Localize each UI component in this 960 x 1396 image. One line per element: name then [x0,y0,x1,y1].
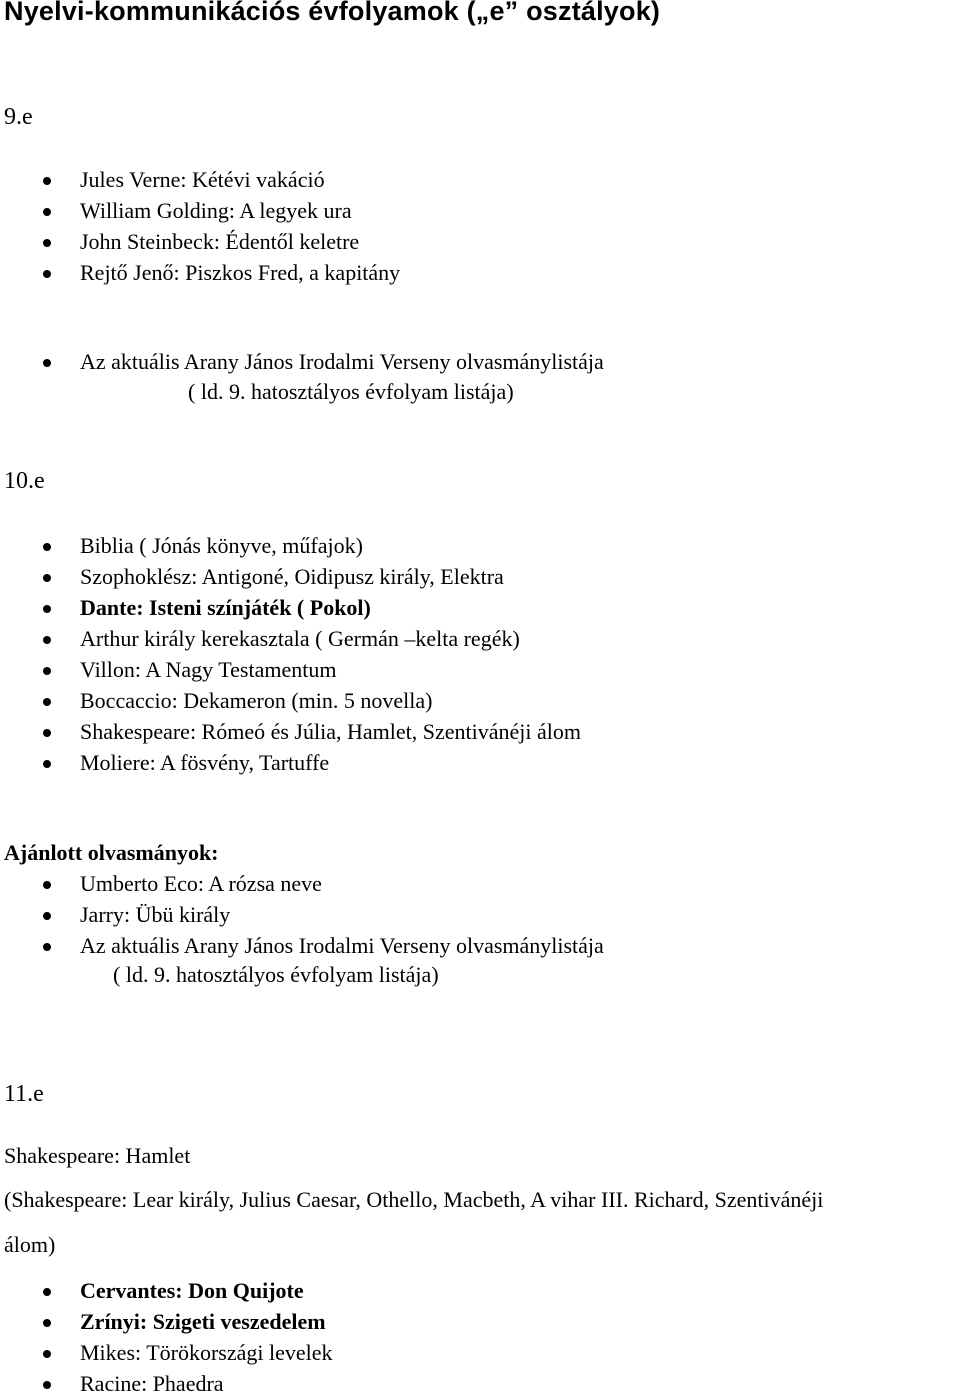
grade-10-heading: 10.e [4,468,45,494]
bullet-icon [43,177,51,185]
page-title: Nyelvi-kommunikációs évfolyamok („e” osztályok) [4,0,661,26]
bullet-icon [43,574,51,582]
bullet-icon [43,1381,51,1389]
recommended-item: Az aktuális Arany János Irodalmi Verseny olvasmánylistája [80,933,604,958]
bullet-icon [43,270,51,278]
recommended-item: Jarry: Übü király [80,902,231,927]
reading-item: Jules Verne: Kétévi vakáció [80,167,325,192]
bullet-icon [43,636,51,644]
recommended-heading: Ajánlott olvasmányok: [4,840,219,865]
grade-9-heading: 9.e [4,104,33,130]
reading-item: John Steinbeck: Édentől keletre [80,229,360,254]
reading-item: Racine: Phaedra [80,1371,224,1396]
bullet-icon [43,605,51,613]
bullet-icon [43,698,51,706]
bullet-icon [43,239,51,247]
reading-item: Moliere: A fösvény, Tartuffe [80,750,330,775]
reading-item: Villon: A Nagy Testamentum [80,657,337,682]
bullet-icon [43,208,51,216]
bullet-icon [43,729,51,737]
reading-item: Mikes: Törökországi levelek [80,1340,333,1365]
shakespeare-list-line2: álom) [4,1232,56,1257]
reading-item: Shakespeare: Rómeó és Júlia, Hamlet, Szentivánéji álom [80,719,581,744]
bullet-icon [43,760,51,768]
reading-item: Dante: Isteni színjáték ( Pokol) [80,595,371,620]
bullet-icon [43,912,51,920]
reading-item: Szophoklész: Antigoné, Oidipusz király, Elektra [80,564,504,589]
bullet-icon [43,543,51,551]
reading-item-continuation: ( ld. 9. hatosztályos évfolyam listája) [188,379,514,404]
reading-item: William Golding: A legyek ura [80,198,352,223]
main-reading: Shakespeare: Hamlet [4,1143,191,1168]
shakespeare-list-line1: (Shakespeare: Lear király, Julius Caesar, Othello, Macbeth, A vihar III. Richard, Szentivánéji [4,1187,824,1212]
reading-item: Zrínyi: Szigeti veszedelem [80,1309,326,1334]
reading-item: Boccaccio: Dekameron (min. 5 novella) [80,688,433,713]
recommended-item-continuation: ( ld. 9. hatosztályos évfolyam listája) [113,962,439,987]
reading-item: Cervantes: Don Quijote [80,1278,304,1303]
reading-item: Arthur király kerekasztala ( Germán –kelta regék) [80,626,520,651]
bullet-icon [43,1350,51,1358]
bullet-icon [43,359,51,367]
grade-11-heading: 11.e [4,1081,44,1107]
bullet-icon [43,1319,51,1327]
reading-item: Biblia ( Jónás könyve, műfajok) [80,533,363,558]
reading-item: Rejtő Jenő: Piszkos Fred, a kapitány [80,260,401,285]
bullet-icon [43,667,51,675]
recommended-item: Umberto Eco: A rózsa neve [80,871,322,896]
bullet-icon [43,881,51,889]
bullet-icon [43,943,51,951]
reading-item: Az aktuális Arany János Irodalmi Verseny olvasmánylistája [80,349,604,374]
bullet-icon [43,1288,51,1296]
